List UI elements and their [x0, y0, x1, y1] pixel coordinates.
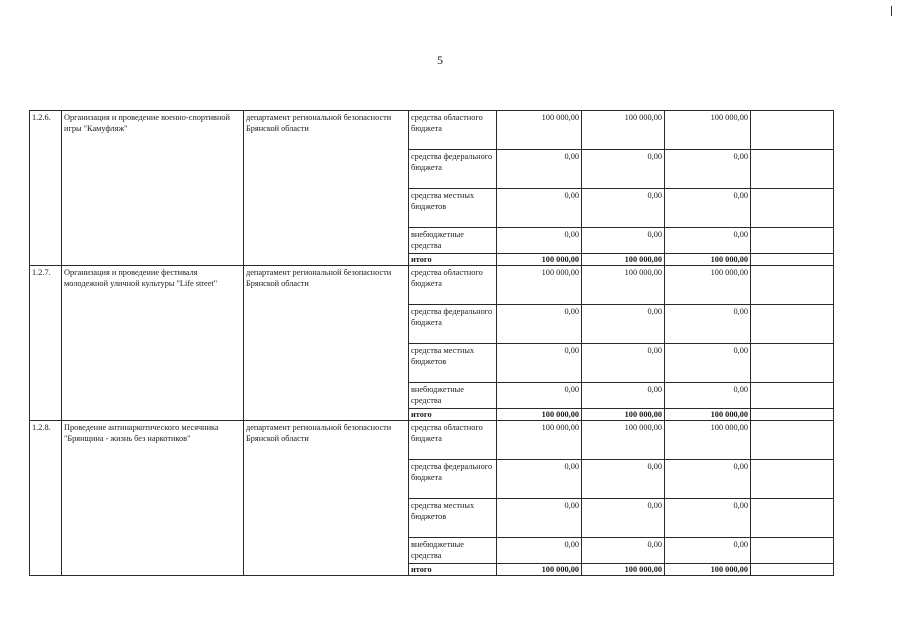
funding-source-label: средства местных бюджетов [409, 189, 497, 228]
amount-cell: 0,00 [665, 499, 751, 538]
amount-cell: 0,00 [497, 538, 582, 564]
amount-cell: 0,00 [497, 383, 582, 409]
empty-cell [751, 266, 834, 305]
funding-source-label: средства областного бюджета [409, 111, 497, 150]
amount-cell: 0,00 [665, 189, 751, 228]
total-label: итого [409, 564, 497, 576]
total-label: итого [409, 409, 497, 421]
total-label: итого [409, 254, 497, 266]
total-amount-cell: 100 000,00 [582, 254, 665, 266]
amount-cell: 100 000,00 [665, 421, 751, 460]
amount-cell: 0,00 [665, 305, 751, 344]
empty-cell [751, 538, 834, 564]
amount-cell: 100 000,00 [582, 266, 665, 305]
table-row [30, 111, 834, 150]
amount-cell: 0,00 [497, 189, 582, 228]
scan-edge-mark [891, 6, 892, 16]
amount-cell: 0,00 [582, 189, 665, 228]
amount-cell: 0,00 [665, 383, 751, 409]
item-name: Проведение антинаркотического месячника "Брянщина - жизнь без наркотиков" [62, 421, 244, 576]
table-row [30, 266, 834, 305]
amount-cell: 0,00 [497, 150, 582, 189]
empty-cell [751, 305, 834, 344]
page-number: 5 [437, 53, 443, 67]
amount-cell: 0,00 [497, 228, 582, 254]
amount-cell: 0,00 [497, 499, 582, 538]
total-amount-cell: 100 000,00 [497, 254, 582, 266]
amount-cell: 0,00 [497, 460, 582, 499]
funding-source-label: внебюджетные средства [409, 228, 497, 254]
item-number: 1.2.7. [30, 266, 62, 421]
total-amount-cell: 100 000,00 [497, 564, 582, 576]
empty-cell [751, 499, 834, 538]
item-number: 1.2.8. [30, 421, 62, 576]
funding-source-label: средства местных бюджетов [409, 344, 497, 383]
amount-cell: 0,00 [582, 383, 665, 409]
item-executor: департамент региональной безопасности Брянской области [244, 111, 409, 266]
item-executor: департамент региональной безопасности Брянской области [244, 266, 409, 421]
amount-cell: 0,00 [665, 344, 751, 383]
amount-cell: 0,00 [582, 150, 665, 189]
amount-cell: 100 000,00 [497, 421, 582, 460]
total-amount-cell: 100 000,00 [665, 409, 751, 421]
total-amount-cell: 100 000,00 [665, 564, 751, 576]
funding-source-label: средства федерального бюджета [409, 305, 497, 344]
empty-cell [751, 189, 834, 228]
empty-cell [751, 421, 834, 460]
funding-source-label: средства областного бюджета [409, 421, 497, 460]
empty-cell [751, 564, 834, 576]
amount-cell: 100 000,00 [582, 421, 665, 460]
funding-source-label: средства федерального бюджета [409, 460, 497, 499]
item-name: Организация и проведение военно-спортивной игры "Камуфляж" [62, 111, 244, 266]
empty-cell [751, 383, 834, 409]
empty-cell [751, 254, 834, 266]
funding-source-label: средства областного бюджета [409, 266, 497, 305]
item-executor: департамент региональной безопасности Брянской области [244, 421, 409, 576]
table-body [30, 111, 834, 576]
empty-cell [751, 409, 834, 421]
total-amount-cell: 100 000,00 [665, 254, 751, 266]
amount-cell: 100 000,00 [497, 266, 582, 305]
amount-cell: 100 000,00 [665, 111, 751, 150]
amount-cell: 100 000,00 [497, 111, 582, 150]
amount-cell: 0,00 [582, 228, 665, 254]
amount-cell: 0,00 [665, 228, 751, 254]
funding-source-label: средства федерального бюджета [409, 150, 497, 189]
amount-cell: 100 000,00 [582, 111, 665, 150]
amount-cell: 0,00 [582, 305, 665, 344]
amount-cell: 0,00 [665, 538, 751, 564]
amount-cell: 0,00 [497, 305, 582, 344]
empty-cell [751, 150, 834, 189]
empty-cell [751, 111, 834, 150]
amount-cell: 0,00 [665, 150, 751, 189]
amount-cell: 0,00 [582, 460, 665, 499]
item-number: 1.2.6. [30, 111, 62, 266]
amount-cell: 0,00 [665, 460, 751, 499]
table-row [30, 421, 834, 460]
total-amount-cell: 100 000,00 [582, 564, 665, 576]
empty-cell [751, 228, 834, 254]
amount-cell: 0,00 [582, 499, 665, 538]
funding-source-label: внебюджетные средства [409, 538, 497, 564]
amount-cell: 100 000,00 [665, 266, 751, 305]
funding-source-label: средства местных бюджетов [409, 499, 497, 538]
amount-cell: 0,00 [582, 344, 665, 383]
amount-cell: 0,00 [582, 538, 665, 564]
item-name: Организация и проведение фестиваля молодежной уличной культуры "Life street" [62, 266, 244, 421]
empty-cell [751, 460, 834, 499]
total-amount-cell: 100 000,00 [497, 409, 582, 421]
empty-cell [751, 344, 834, 383]
amount-cell: 0,00 [497, 344, 582, 383]
funding-source-label: внебюджетные средства [409, 383, 497, 409]
budget-table [29, 110, 834, 576]
total-amount-cell: 100 000,00 [582, 409, 665, 421]
